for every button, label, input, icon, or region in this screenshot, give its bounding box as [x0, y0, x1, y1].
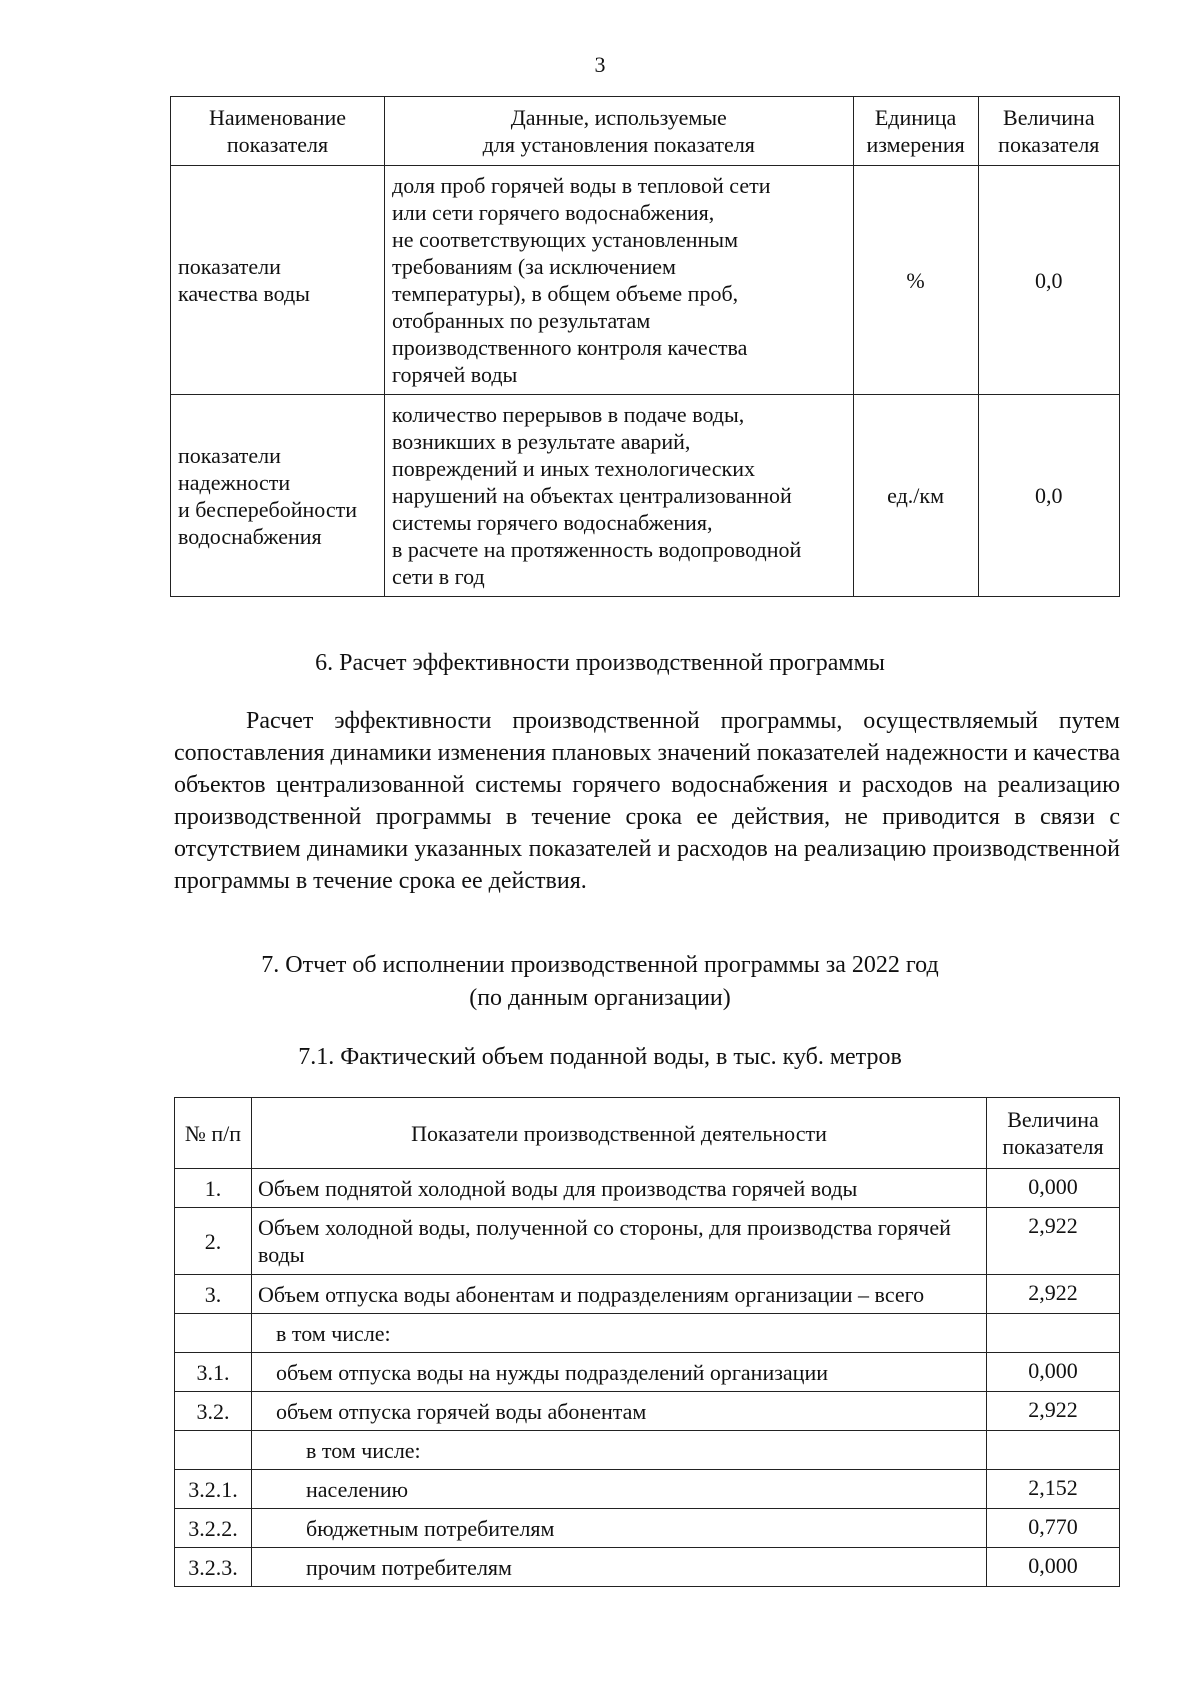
row-number: 3.: [175, 1275, 252, 1314]
table-row: [175, 1314, 1120, 1353]
table-header-row: [171, 97, 1120, 166]
row-value: 2,152: [987, 1470, 1120, 1509]
row-label: в том числе:: [252, 1314, 987, 1353]
section-7-heading: 7. Отчет об исполнении производственной программы за 2022 год: [261, 952, 939, 978]
indicator-value: 0,0: [978, 395, 1119, 597]
page-number: 3: [594, 52, 606, 77]
indicator-value: 0,0: [978, 166, 1119, 395]
row-label: Объем холодной воды, полученной со стороны, для производства горячей воды: [252, 1208, 987, 1275]
table-row: [171, 395, 1120, 597]
indicator-description: количество перерывов в подаче воды, возникших в результате аварий, повреждений и иных технологических нарушений на объектах централизованной системы горячего водоснабжения, в расчете на протяженность водопроводной сети в год: [385, 395, 854, 597]
row-value: 0,000: [987, 1169, 1120, 1208]
indicators-table: [170, 96, 1120, 597]
row-value: [987, 1431, 1120, 1470]
row-number: 3.2.2.: [175, 1509, 252, 1548]
header-unit: Единица измерения: [853, 97, 978, 166]
row-label: Объем поднятой холодной воды для производства горячей воды: [252, 1169, 987, 1208]
row-label: объем отпуска горячей воды абонентам: [252, 1392, 987, 1431]
row-label: в том числе:: [252, 1431, 987, 1470]
row-number: [175, 1431, 252, 1470]
header-data-used: Данные, используемые для установления показателя: [385, 97, 854, 166]
row-number: 1.: [175, 1169, 252, 1208]
row-number: 3.1.: [175, 1353, 252, 1392]
row-number: 3.2.: [175, 1392, 252, 1431]
table-row: [175, 1431, 1120, 1470]
indicator-name: показатели качества воды: [171, 166, 385, 395]
row-value: 0,000: [987, 1548, 1120, 1587]
row-label: объем отпуска воды на нужды подразделений организации: [252, 1353, 987, 1392]
row-value: 2,922: [987, 1275, 1120, 1314]
header-value: Величина показателя: [987, 1098, 1120, 1169]
row-value: 2,922: [987, 1392, 1120, 1431]
section-6-paragraph: Расчет эффективности производственной программы, осуществляемый путем сопоставления динамики изменения плановых значений показателей надежности и качества объектов централизованной системы горячего водоснабжения и расходов на реализацию производственной программы в течение срока ее действия, не приводится в связи с отсутствием динамики указанных показателей и расходов на реализацию производственной программы в течение срока ее действия.: [174, 708, 1120, 894]
indicator-description: доля проб горячей воды в тепловой сети или сети горячего водоснабжения, не соответствующих установленным требованиям (за исключением температуры), в общем объеме проб, отобранных по результатам производственного контроля качества горячей воды: [385, 166, 854, 395]
section-7-heading-note: (по данным организации): [469, 985, 731, 1011]
table-row: [175, 1275, 1120, 1314]
table-row: [175, 1548, 1120, 1587]
water-volume-table: [174, 1097, 1120, 1587]
table-row: [175, 1470, 1120, 1509]
header-indicators: Показатели производственной деятельности: [252, 1098, 987, 1169]
indicator-unit: ед./км: [853, 395, 978, 597]
row-value: [987, 1314, 1120, 1353]
table-header-row: [175, 1098, 1120, 1169]
header-number: № п/п: [175, 1098, 252, 1169]
section-6-heading: 6. Расчет эффективности производственной программы: [315, 650, 885, 676]
row-label: бюджетным потребителям: [252, 1509, 987, 1548]
table-row: [175, 1353, 1120, 1392]
row-number: 3.2.1.: [175, 1470, 252, 1509]
table-row: [175, 1208, 1120, 1275]
table-row: [175, 1509, 1120, 1548]
row-label: прочим потребителям: [252, 1548, 987, 1587]
indicator-name: показатели надежности и бесперебойности водоснабжения: [171, 395, 385, 597]
row-label: Объем отпуска воды абонентам и подразделениям организации – всего: [252, 1275, 987, 1314]
header-indicator-name: Наименование показателя: [171, 97, 385, 166]
row-value: 0,000: [987, 1353, 1120, 1392]
table-row: [171, 166, 1120, 395]
indicator-unit: %: [853, 166, 978, 395]
row-number: 3.2.3.: [175, 1548, 252, 1587]
table-row: [175, 1392, 1120, 1431]
table-row: [175, 1169, 1120, 1208]
row-number: [175, 1314, 252, 1353]
section-7-1-subheading: 7.1. Фактический объем поданной воды, в тыс. куб. метров: [298, 1044, 902, 1070]
row-number: 2.: [175, 1208, 252, 1275]
row-value: 0,770: [987, 1509, 1120, 1548]
row-label: населению: [252, 1470, 987, 1509]
row-value: 2,922: [987, 1208, 1120, 1275]
header-value: Величина показателя: [978, 97, 1119, 166]
